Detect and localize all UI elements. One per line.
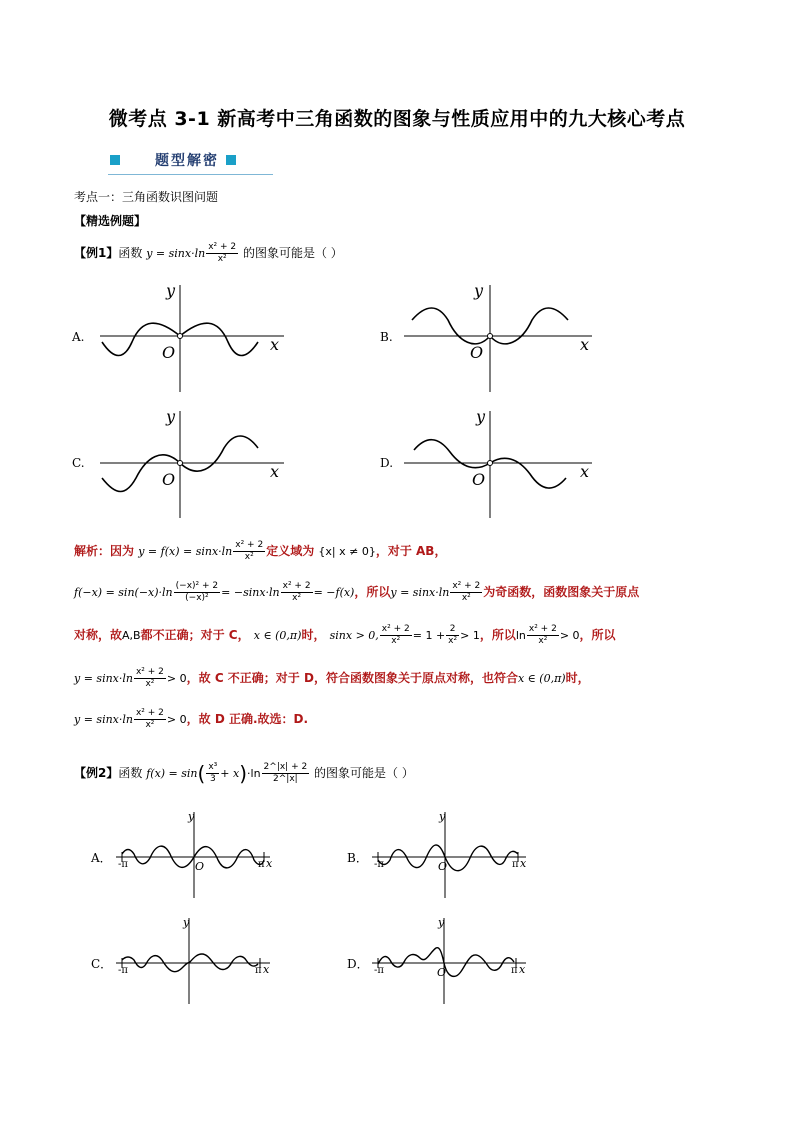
origin-label: O (162, 470, 176, 489)
y-label: y (183, 916, 190, 929)
solution-expr: > 0 (166, 713, 187, 726)
y-label: y (439, 810, 446, 823)
solution-expr: > 0 (559, 629, 580, 642)
solution-text: ，故 D 正确.故选：D. (186, 712, 309, 726)
solution-text: 解析：因为 (74, 544, 135, 558)
pi-label: π (511, 965, 518, 976)
y-label: y (166, 281, 176, 300)
open-point (178, 461, 183, 466)
solution-line-4 (74, 667, 590, 690)
example1-tail: 的图象可能是（ ） (242, 246, 343, 260)
solution-expr: = −sinx·ln (221, 586, 280, 599)
fraction-denominator: x² (391, 636, 401, 646)
fraction-denominator: x² (145, 679, 155, 689)
option-d-label: D. (380, 456, 394, 470)
fraction-numerator: x² + 2 (381, 624, 410, 634)
pi-label: π (512, 859, 519, 870)
fraction-denominator: x² (461, 593, 471, 603)
solution-line-5 (74, 708, 308, 731)
fraction-numerator: x² + 2 (452, 581, 481, 591)
option-a-label: A. (72, 330, 85, 344)
origin-label: O (437, 966, 447, 979)
solution-fraction (527, 624, 559, 647)
option-c-label: C. (72, 456, 85, 470)
fraction-numerator: x² + 2 (282, 581, 311, 591)
solution-text: ，所以 (354, 585, 391, 599)
option-b-graph (404, 280, 598, 395)
fraction-denominator: x² (292, 593, 302, 603)
pi-label: π (258, 859, 265, 870)
origin-label: O (162, 343, 176, 362)
option-b-graph (368, 808, 540, 900)
solution-fraction (134, 667, 166, 690)
solution-expr: {x| x ≠ 0} (318, 545, 376, 558)
y-label: y (476, 407, 486, 426)
example1-label: 【例1】 (74, 246, 119, 260)
solution-expr: f(−x) = sin(−x)·ln (74, 586, 173, 599)
page-title: 微考点 3-1 新高考中三角函数的图象与性质应用中的九大核心考点 (108, 108, 686, 130)
example1-lead: 函数 (118, 246, 143, 260)
pi-label: π (255, 965, 262, 976)
solution-text: 时， (565, 671, 590, 685)
solution-expr: y = f(x) = sinx·ln (138, 545, 233, 558)
banner-underline (108, 174, 273, 175)
solution-expr: y = sinx·ln (390, 586, 450, 599)
solution-expr: A,B (122, 629, 141, 642)
origin-label: O (438, 860, 448, 873)
example2-expr: + x (220, 767, 240, 780)
neg-pi-label: -π (374, 859, 384, 870)
solution-text: 为奇函数，函数图象关于原点 (483, 585, 640, 599)
option-b-label: B. (380, 330, 393, 344)
solution-fraction (233, 540, 265, 563)
example2-tail: 的图象可能是（ ） (314, 766, 414, 780)
neg-pi-label: -π (374, 965, 384, 976)
solution-expr: > 1 (460, 629, 480, 642)
x-label: x (580, 462, 590, 481)
option-b-label: B． (347, 851, 368, 865)
fraction-numerator: x² + 2 (135, 667, 164, 677)
solution-expr: ln (515, 629, 526, 642)
fraction-numerator: x³ (208, 762, 218, 772)
y-label: y (474, 281, 484, 300)
y-label: y (438, 916, 445, 929)
fraction-denominator: 2^|x| (273, 774, 298, 784)
square-bullet-icon (226, 155, 236, 165)
option-c-label: C． (91, 957, 113, 971)
curve (378, 845, 518, 871)
x-label: x (266, 857, 273, 870)
option-d-label: D． (347, 957, 369, 971)
fraction-numerator: x² + 2 (528, 624, 557, 634)
neg-pi-label: -π (118, 965, 128, 976)
open-point (488, 461, 493, 466)
solution-fraction (446, 624, 459, 647)
example2-question: 【例2】函数 f(x) = sin( $\frac{\text{x³}}{3}$ + x)·ln $\frac{2\^{}|x| + 2}{2\^{}|x|}$ 的图象可能是（ ） (74, 761, 414, 786)
solution-text: ，所以 (579, 628, 616, 642)
example2-fraction (262, 762, 310, 785)
solution-line-1 (74, 540, 446, 563)
solution-fraction (281, 581, 313, 604)
open-point (178, 334, 183, 339)
section-banner (108, 150, 268, 172)
banner-label: 题型解密 (155, 153, 219, 169)
solution-expr: = −f(x) (313, 586, 355, 599)
solution-fraction (134, 708, 166, 731)
open-point (488, 334, 493, 339)
fraction-numerator: x² + 2 (208, 242, 237, 252)
example1-expr: y = sinx·ln (146, 247, 206, 260)
solution-text: ，所以 (479, 628, 516, 642)
solution-fraction (450, 581, 482, 604)
solution-fraction (380, 624, 412, 647)
y-label: y (166, 407, 176, 426)
solution-expr: > 0 (166, 672, 187, 685)
x-label: x (270, 335, 280, 354)
origin-label: O (195, 860, 205, 873)
solution-text: 时， (301, 628, 326, 642)
option-c-graph (100, 406, 290, 521)
section-heading: 考点一：三角函数识图问题 (74, 190, 219, 204)
solution-line-2 (74, 581, 639, 604)
solution-text: ，对于 AB， (375, 544, 447, 558)
solution-expr: y = sinx·ln (74, 672, 133, 685)
examples-heading: 【精选例题】 (74, 214, 147, 228)
neg-pi-label: -π (118, 859, 128, 870)
solution-expr: x ∈ (0,π) (517, 672, 566, 685)
fraction-numerator: x² + 2 (135, 708, 164, 718)
fraction-numerator: 2 (446, 624, 459, 636)
fraction-denominator: x² (217, 254, 227, 264)
y-label: y (188, 810, 195, 823)
x-label: x (263, 963, 270, 976)
example2-lead: 函数 (118, 766, 143, 780)
solution-text: 对称，故 (74, 628, 123, 642)
option-c-graph (112, 914, 284, 1006)
fraction-denominator: x² (244, 552, 254, 562)
fraction-denominator: x² (145, 720, 155, 730)
x-label: x (520, 857, 527, 870)
example2-label: 【例2】 (74, 766, 119, 780)
x-label: x (519, 963, 526, 976)
solution-line-3 (74, 624, 616, 647)
fraction-numerator: 2^|x| + 2 (263, 762, 308, 772)
example1-fraction (206, 242, 238, 265)
fraction-denominator: x² (538, 636, 548, 646)
solution-expr: x ∈ (0,π) (253, 629, 302, 642)
solution-expr: sinx > 0, (329, 629, 379, 642)
option-a-graph (100, 280, 290, 395)
square-bullet-icon (110, 155, 120, 165)
example2-inner-fraction (206, 762, 219, 785)
solution-text: ，故 C 不正确；对于 D，符合函数图象关于原点对称，也符合 (186, 671, 518, 685)
example2-expr: ·ln (247, 767, 261, 780)
fraction-denominator: 3 (209, 774, 216, 784)
origin-label: O (472, 470, 486, 489)
option-a-label: A． (91, 851, 112, 865)
option-a-graph (112, 808, 284, 900)
example2-expr: f(x) = sin (146, 767, 198, 780)
x-label: x (580, 335, 590, 354)
solution-text: 定义域为 (266, 544, 315, 558)
origin-label: O (470, 343, 484, 362)
solution-text: 都不正确；对于 C， (140, 628, 250, 642)
solution-fraction (174, 581, 221, 604)
solution-expr: = 1 + (412, 629, 446, 642)
solution-expr: y = sinx·ln (74, 713, 133, 726)
option-d-graph (368, 914, 540, 1006)
example1-question (74, 242, 343, 265)
fraction-denominator: (−x)² (185, 593, 209, 603)
fraction-numerator: x² + 2 (235, 540, 264, 550)
option-d-graph (404, 406, 598, 521)
fraction-numerator: (−x)² + 2 (175, 581, 219, 591)
fraction-denominator: x² (448, 636, 458, 646)
x-label: x (270, 462, 280, 481)
